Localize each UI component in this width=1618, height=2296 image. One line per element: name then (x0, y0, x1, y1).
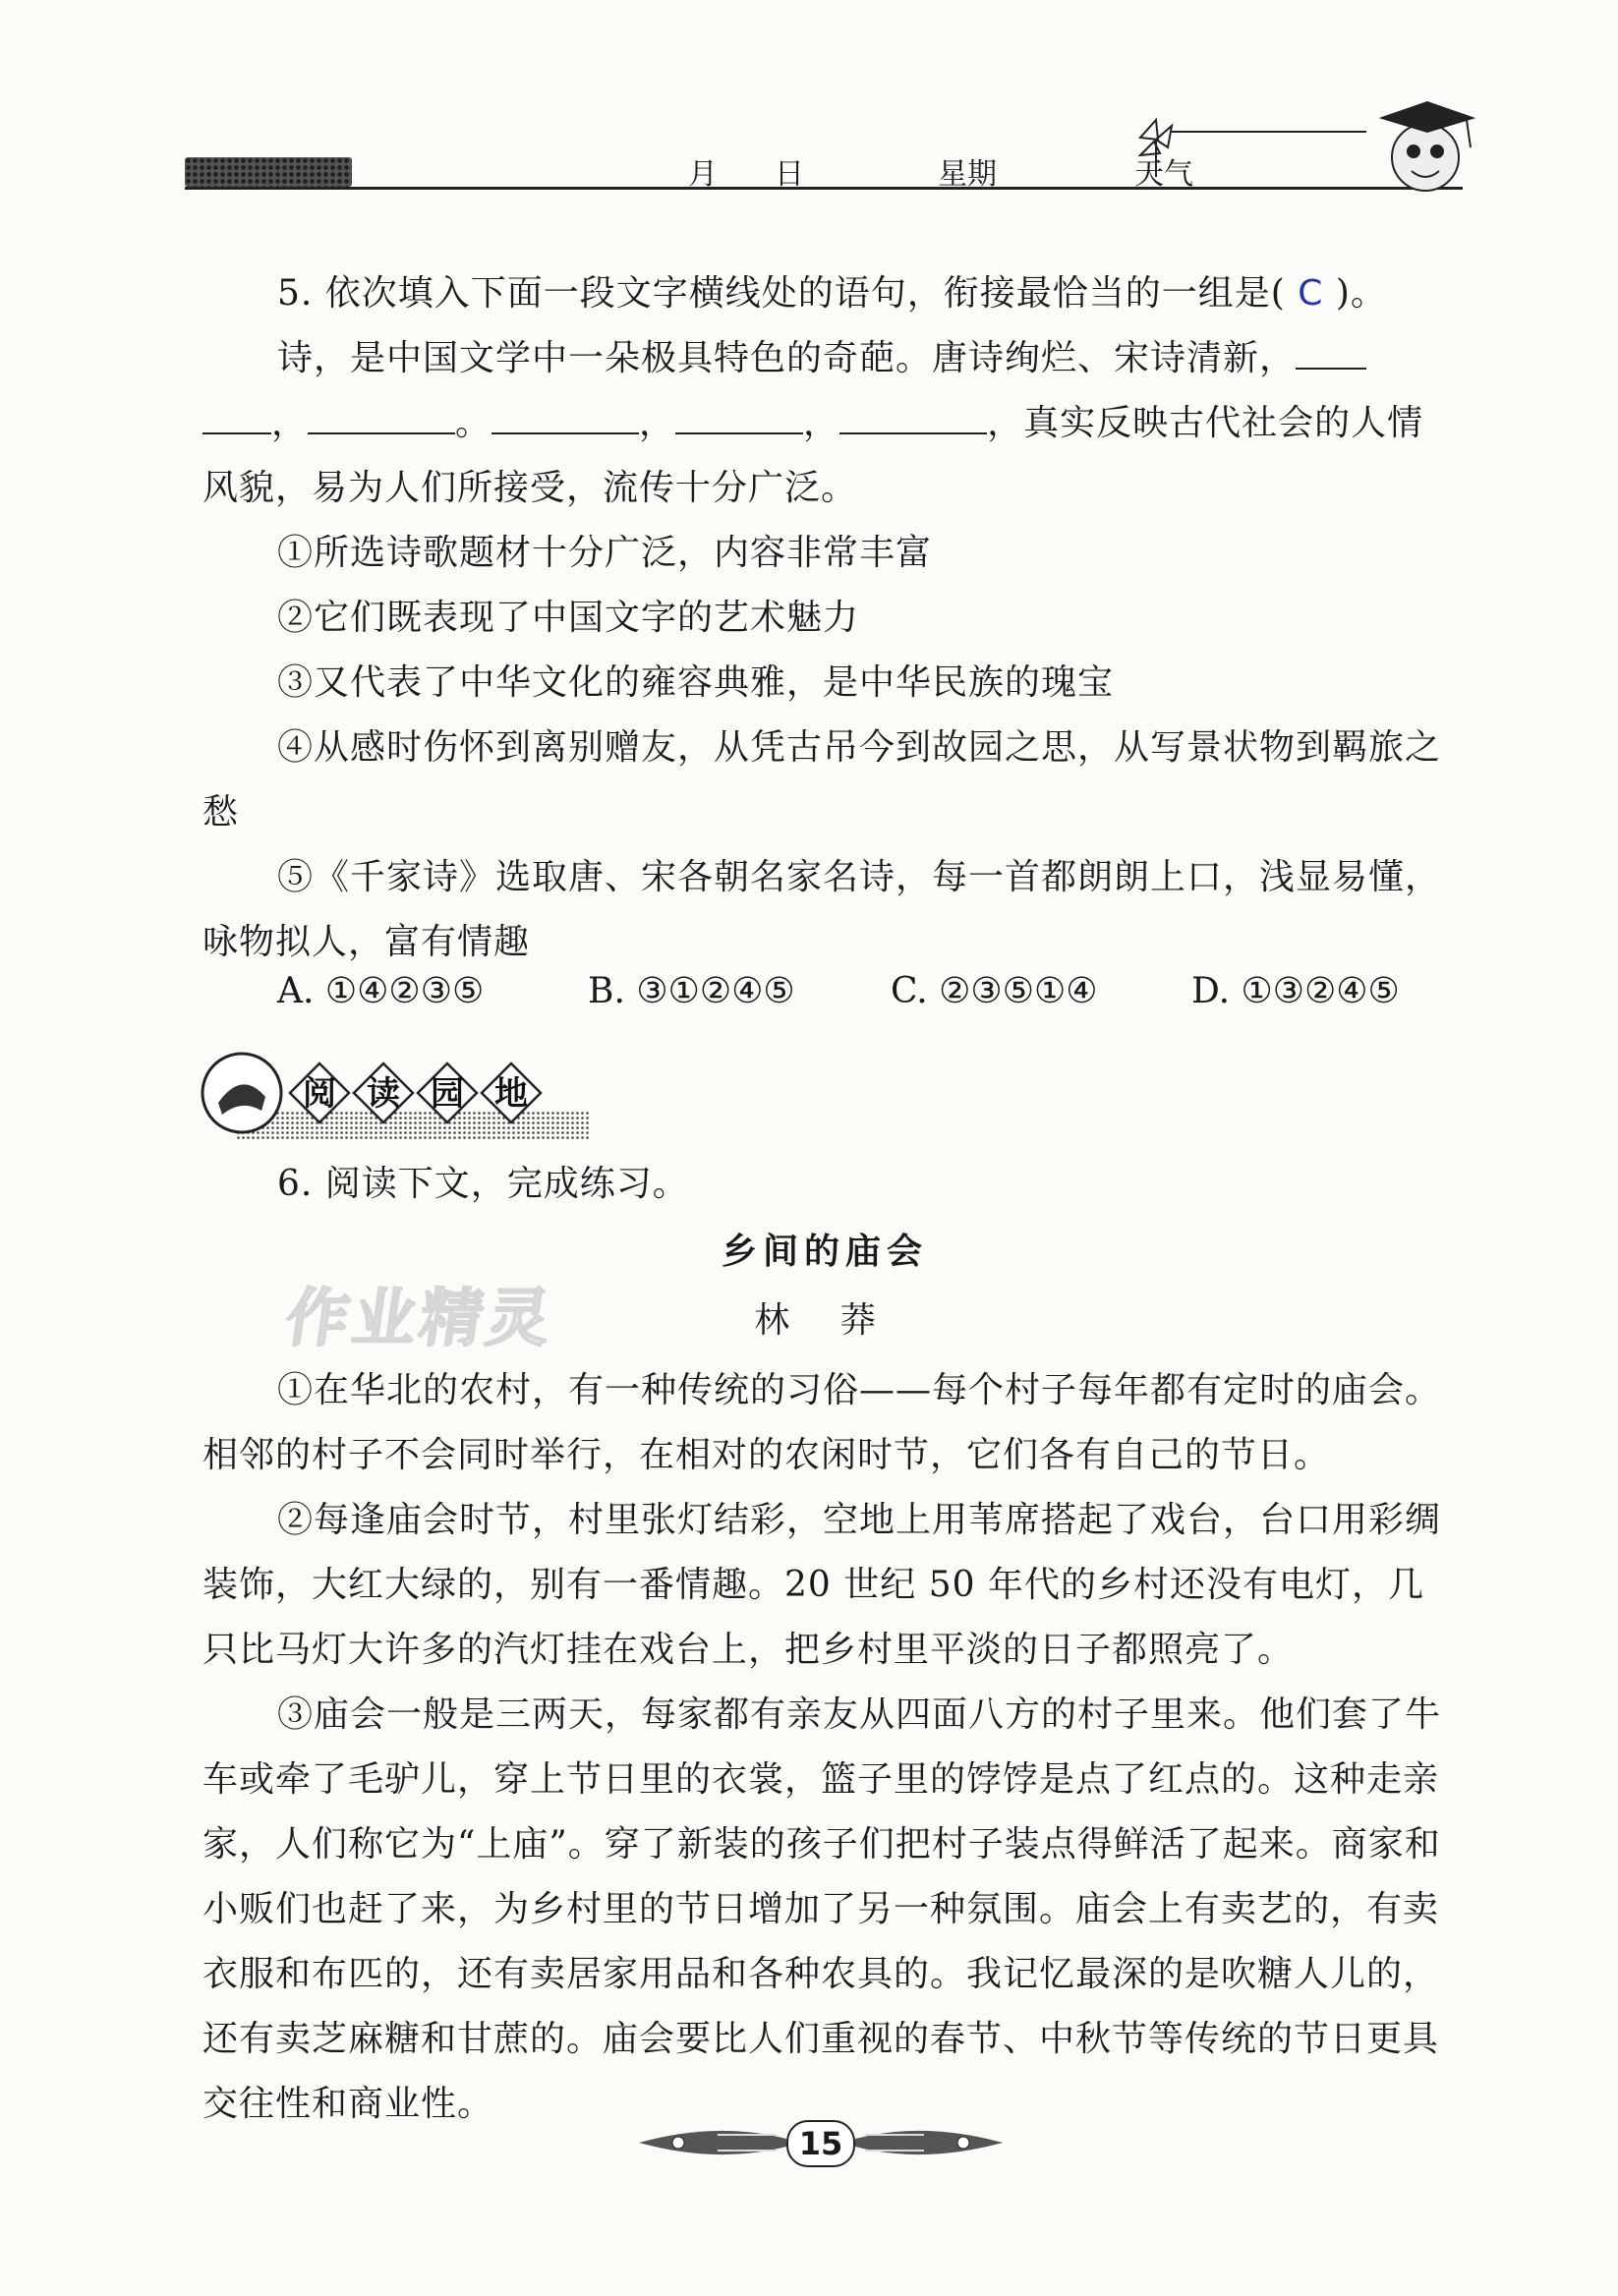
article-author: 林 莽 (754, 1300, 896, 1341)
q5-item-2: ②它们既表现了中国文字的艺术魅力 (277, 598, 860, 638)
banner-char-1: 阅 (303, 1074, 336, 1114)
blank-2[interactable] (308, 399, 455, 434)
q5-item-3: ③又代表了中华文化的雍容典雅，是中华民族的瑰宝 (277, 662, 1115, 703)
blank-4[interactable] (675, 399, 803, 434)
period: 。 (455, 403, 492, 443)
option-b[interactable]: B. ③①②④⑤ (588, 971, 795, 1011)
q5-answer: C (1298, 273, 1324, 314)
day-label: 日 (775, 157, 804, 192)
pinwheel-mascot-icon (1121, 98, 1494, 206)
article-title: 乡间的庙会 (721, 1231, 928, 1272)
comma: ， (803, 403, 840, 443)
page-header (0, 0, 1618, 206)
blank-5[interactable] (839, 399, 987, 434)
weekday-label: 星期 (938, 157, 997, 192)
q5-item-5: ⑤《千家诗》选取唐、宋各朝名家名诗，每一首都朗朗上口，浅显易懂，咏物拟人，富有情趣 (202, 857, 1442, 962)
page-number: 15 (786, 2120, 855, 2167)
q5-stem-text: 5. 依次填入下面一段文字横线处的语句，衔接最恰当的一组是( (277, 273, 1286, 314)
banner-char-3: 园 (431, 1074, 464, 1114)
q6-instruction: 6. 阅读下文，完成练习。 (277, 1164, 689, 1204)
blank-1-cont[interactable] (202, 399, 271, 434)
comma: ， (639, 403, 676, 443)
q5-item-4: ④从感时伤怀到离别赠友，从凭古吊今到故园之思，从写景状物到羁旅之愁 (202, 727, 1442, 832)
q5-passage (202, 326, 1447, 391)
q5-passage-tail: ，真实反映古代社会的人情 (987, 403, 1424, 443)
banner-shadow (236, 1111, 590, 1140)
banner-char-4: 地 (494, 1074, 528, 1114)
option-c[interactable]: C. ②③⑤①④ (891, 971, 1098, 1011)
header-dot-pattern (185, 157, 352, 187)
comma: ， (271, 403, 309, 443)
article-paragraph-3: ③庙会一般是三两天，每家都有亲友从四面八方的村子里来。他们套了牛车或牵了毛驴儿，穿上节日里的衣裳，篮子里的饽饽是点了红点的。这种走亲家，人们称它为“上庙”。穿了新装的孩子们把村子装点得鲜活了起来。商家和小贩们也赶了来，为乡村里的节日增加了另一种氛围。庙会上有卖艺的，有卖衣服和布匹的，还有卖居家用品和各种农具的。我记忆最深的是吹糖人儿的，还有卖芝麻糖和甘蔗的。庙会要比人们重视的春节、中秋节等传统的节日更具交往性和商业性。 (202, 1694, 1442, 2124)
q5-item-1: ①所选诗歌题材十分广泛，内容非常丰富 (277, 533, 933, 573)
q5-stem (277, 261, 1447, 326)
article-paragraph-2: ②每逢庙会时节，村里张灯结彩，空地上用苇席搭起了戏台，台口用彩绸装饰，大红大绿的，别有一番情趣。20 世纪 50 年代的乡村还没有电灯，几只比马灯大许多的汽灯挂在戏台上，把乡村里平淡的日子都照亮了。 (202, 1500, 1442, 1670)
blank-3[interactable] (491, 399, 639, 434)
banner-char-2: 读 (367, 1074, 400, 1114)
month-label: 月 (688, 157, 718, 192)
reading-section-banner (197, 1042, 590, 1150)
q5-stem-close: )。 (1335, 273, 1387, 314)
weather-label: 天气 (1134, 157, 1193, 192)
q5-passage-line4: 风貌，易为人们所接受，流传十分广泛。 (202, 468, 858, 508)
watermark-logo: 作业精灵 (280, 1283, 559, 1355)
article-paragraph-1: ①在华北的农村，有一种传统的习俗——每个村子每年都有定时的庙会。相邻的村子不会同时举行，在相对的农闲时节，它们各有自己的节日。 (202, 1370, 1442, 1475)
option-d[interactable]: D. ①③②④⑤ (1191, 971, 1400, 1011)
q5-passage-line1: 诗，是中国文学中一朵极具特色的奇葩。唐诗绚烂、宋诗清新， (277, 338, 1297, 378)
q5-passage-line3 (202, 391, 1447, 456)
option-a[interactable]: A. ①④②③⑤ (277, 971, 485, 1011)
blank-1[interactable] (1296, 334, 1366, 370)
